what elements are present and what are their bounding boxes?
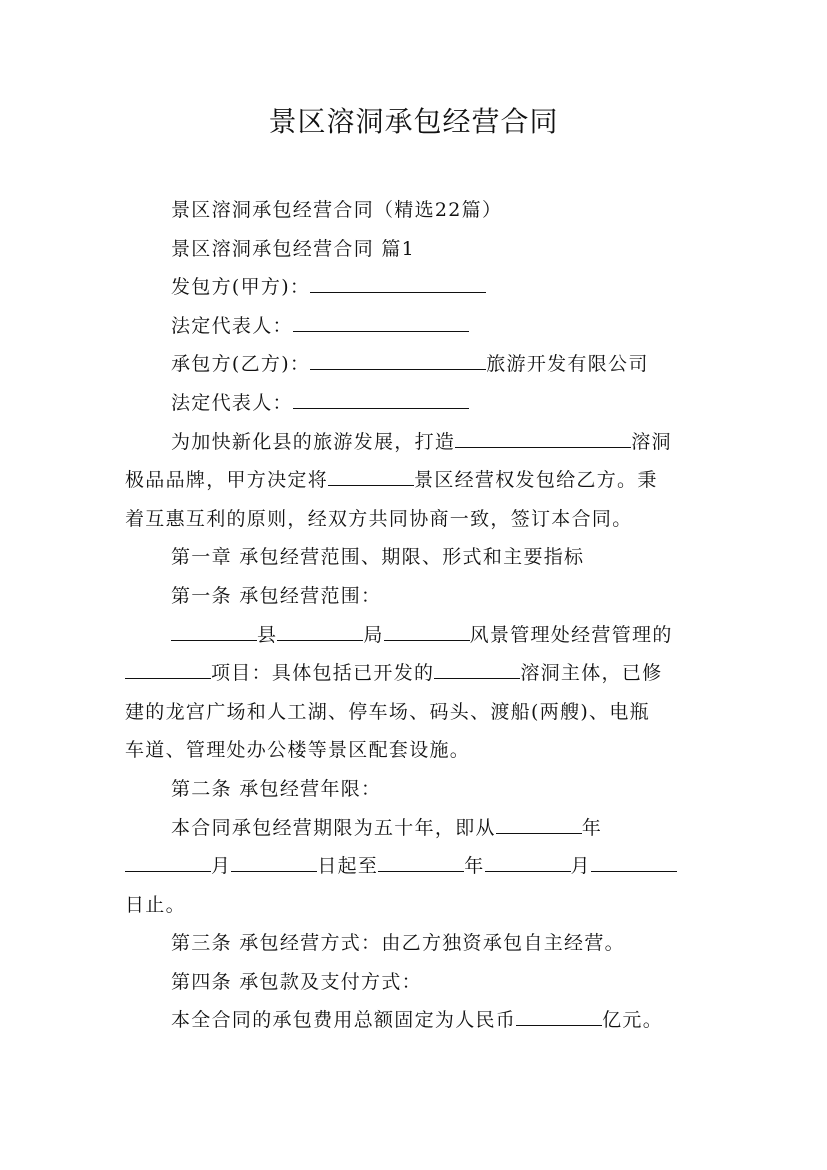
- article-1-heading: 第一条 承包经营范围：: [171, 584, 382, 607]
- party-a-line: 发包方(甲方)：: [125, 268, 707, 307]
- article-2-heading: 第二条 承包经营年限：: [171, 777, 382, 800]
- bureau-blank: [277, 623, 363, 641]
- county-blank: [171, 623, 257, 641]
- payment-line: 本全合同的承包费用总额固定为人民币 亿元。: [171, 1009, 664, 1032]
- brand-blank: [455, 430, 631, 448]
- party-b-line: 承包方(乙方)： 旅游开发有限公司: [171, 353, 649, 376]
- party-b-blank: [310, 352, 486, 370]
- payment-amount-blank: [516, 1008, 602, 1026]
- scope-paragraph: 县 局 风景管理处经营管理的 项目：具体包括已开发的 溶洞主体，已修 建的龙宫广场和人工湖、停车场、码头、渡船(两艘)、电瓶 车道、管理处办公楼等景区配套设施。: [125, 623, 673, 762]
- end-month-blank: [485, 854, 571, 872]
- legal-rep-a-line: 法定代表人：: [125, 307, 707, 346]
- legal-rep-b-line: 法定代表人：: [125, 384, 707, 423]
- subtitle: 景区溶洞承包经营合同（精选22篇）: [171, 199, 503, 221]
- article-3: 第三条 承包经营方式：由乙方独资承包自主经营。: [171, 932, 625, 955]
- legal-rep-a-blank: [293, 314, 469, 332]
- start-year-blank: [496, 816, 582, 834]
- cave-name-blank: [434, 661, 520, 679]
- intro-paragraph: 为加快新化县的旅游发展，打造 溶洞 极品品牌，甲方决定将 景区经营权发包给乙方。秉 着互惠互利的原则，经双方共同协商一致，签订本合同。: [125, 430, 672, 530]
- article-4-heading: 第四条 承包款及支付方式：: [171, 970, 422, 993]
- start-month-blank: [125, 854, 211, 872]
- legal-rep-b-blank: [293, 391, 469, 409]
- end-year-blank: [378, 854, 464, 872]
- term-paragraph: 本合同承包经营期限为五十年，即从 年 月 日起至 年 月 日止。: [125, 809, 707, 925]
- document-body: [125, 191, 707, 1040]
- document-title: 景区溶洞承包经营合同: [268, 105, 559, 138]
- chapter-heading: 景区溶洞承包经营合同 篇1: [171, 237, 416, 260]
- management-office-blank: [384, 623, 470, 641]
- project-blank: [125, 661, 211, 679]
- chapter-1-heading: 第一章 承包经营范围、期限、形式和主要指标: [171, 546, 585, 569]
- start-day-blank: [231, 854, 317, 872]
- party-a-blank: [310, 275, 486, 293]
- scenic-area-blank: [328, 468, 414, 486]
- end-day-blank: [591, 854, 677, 872]
